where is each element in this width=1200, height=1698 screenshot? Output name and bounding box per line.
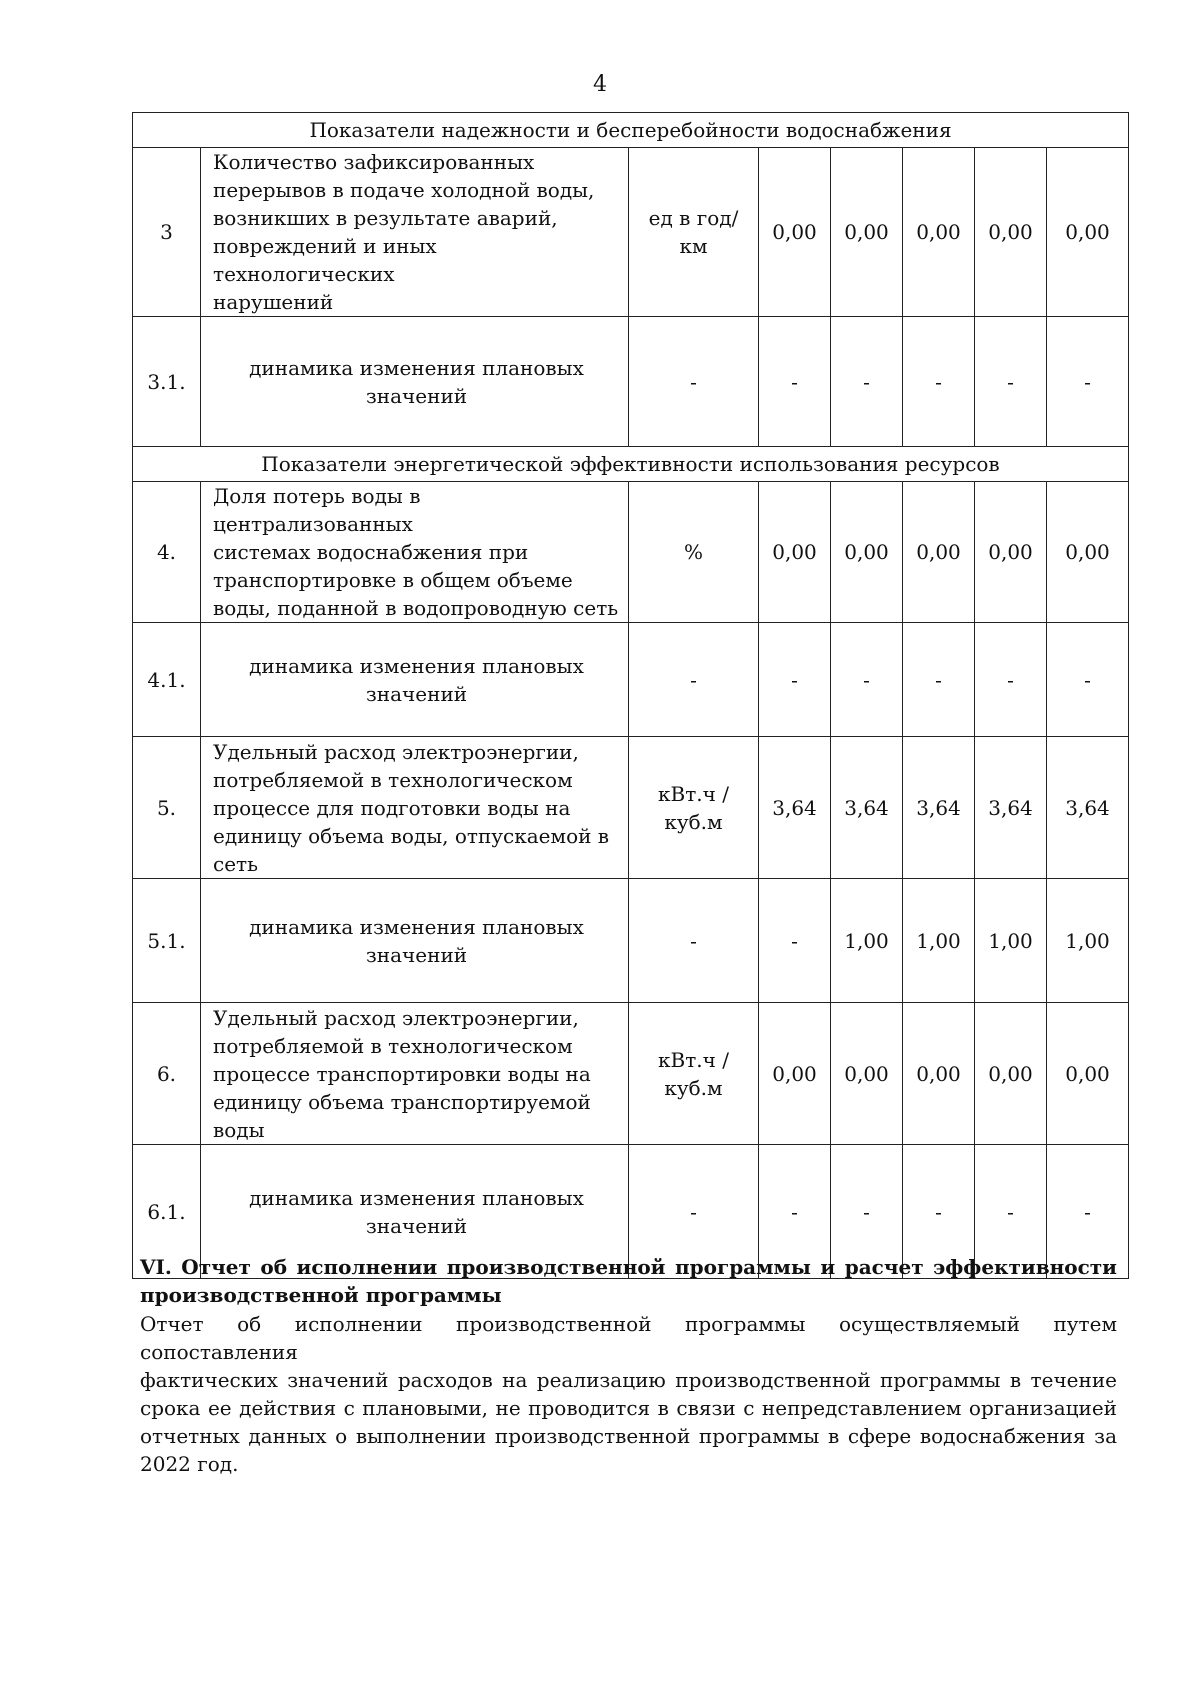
value-cell: 0,00 [759, 148, 831, 317]
row-number: 5.1. [133, 879, 201, 1003]
value-cell: - [759, 1145, 831, 1279]
row-number: 6. [133, 1003, 201, 1145]
section-vi-title-line: VI. Отчет об исполнении производственной программы и расчет эффективности [140, 1255, 1117, 1279]
table-row [133, 879, 1129, 1003]
indicator-description: динамика изменения плановых значений [201, 317, 629, 447]
value-cell: 3,64 [759, 737, 831, 879]
table-row [133, 623, 1129, 737]
value-cell: 0,00 [903, 482, 975, 623]
paragraph-line: 2022 год. [140, 1452, 239, 1476]
indicator-description: Количество зафиксированных перерывов в подаче холодной воды, возникших в результате аварий, повреждений и иных технологических нарушений [201, 148, 629, 317]
section-vi-title [140, 1253, 1117, 1309]
table-row [133, 148, 1129, 317]
row-number: 3 [133, 148, 201, 317]
unit-cell: - [629, 623, 759, 737]
row-number: 4.1. [133, 623, 201, 737]
paragraph-line: отчетных данных о выполнении производственной программы в сфере водоснабжения за [140, 1424, 1117, 1448]
indicator-description: динамика изменения плановых значений [201, 879, 629, 1003]
value-cell: - [903, 623, 975, 737]
row-number: 6.1. [133, 1145, 201, 1279]
indicators-table [132, 112, 1129, 1279]
row-number: 5. [133, 737, 201, 879]
indicator-description: динамика изменения плановых значений [201, 1145, 629, 1279]
value-cell: 1,00 [975, 879, 1047, 1003]
value-cell: 0,00 [903, 148, 975, 317]
row-number: 4. [133, 482, 201, 623]
table-row [133, 317, 1129, 447]
unit-cell: - [629, 1145, 759, 1279]
value-cell: 0,00 [831, 482, 903, 623]
value-cell: 3,64 [903, 737, 975, 879]
value-cell: 1,00 [903, 879, 975, 1003]
value-cell: 0,00 [975, 148, 1047, 317]
value-cell: 0,00 [1047, 1003, 1129, 1145]
table-row [133, 482, 1129, 623]
value-cell: 0,00 [831, 1003, 903, 1145]
value-cell: - [759, 879, 831, 1003]
value-cell: - [1047, 623, 1129, 737]
unit-cell: - [629, 317, 759, 447]
indicator-description: Доля потерь воды в централизованных системах водоснабжения при транспортировке в общем объеме воды, поданной в водопроводную сеть [201, 482, 629, 623]
value-cell: 0,00 [831, 148, 903, 317]
value-cell: 3,64 [975, 737, 1047, 879]
section-header-energy: Показатели энергетической эффективности использования ресурсов [133, 447, 1129, 482]
value-cell: - [975, 1145, 1047, 1279]
value-cell: - [759, 317, 831, 447]
table-row [133, 737, 1129, 879]
value-cell: 0,00 [759, 1003, 831, 1145]
unit-cell: кВт.ч / куб.м [629, 737, 759, 879]
value-cell: - [975, 623, 1047, 737]
section-header-row [133, 447, 1129, 482]
value-cell: 0,00 [903, 1003, 975, 1145]
indicator-description: динамика изменения плановых значений [201, 623, 629, 737]
paragraph-line: фактических значений расходов на реализацию производственной программы в течение [140, 1368, 1117, 1392]
value-cell: - [831, 317, 903, 447]
table-row [133, 1003, 1129, 1145]
value-cell: 0,00 [1047, 482, 1129, 623]
unit-cell: кВт.ч / куб.м [629, 1003, 759, 1145]
value-cell: 0,00 [975, 482, 1047, 623]
value-cell: 0,00 [975, 1003, 1047, 1145]
unit-cell: ед в год/ км [629, 148, 759, 317]
value-cell: 3,64 [1047, 737, 1129, 879]
value-cell: - [975, 317, 1047, 447]
value-cell: 0,00 [1047, 148, 1129, 317]
section-vi-title-line: производственной программы [140, 1283, 502, 1307]
value-cell: 0,00 [759, 482, 831, 623]
value-cell: 1,00 [1047, 879, 1129, 1003]
paragraph-line: Отчет об исполнении производственной программы осуществляемый путем сопоставления [140, 1312, 1117, 1364]
paragraph-line: срока ее действия с плановыми, не проводится в связи с непредставлением организацией [140, 1396, 1117, 1420]
section-header-reliability: Показатели надежности и бесперебойности водоснабжения [133, 113, 1129, 148]
value-cell: 3,64 [831, 737, 903, 879]
indicator-description: Удельный расход электроэнергии, потребляемой в технологическом процессе транспортировки воды на единицу объема транспортируемой воды [201, 1003, 629, 1145]
section-vi-paragraph [140, 1310, 1117, 1478]
value-cell: - [831, 1145, 903, 1279]
value-cell: - [759, 623, 831, 737]
value-cell: - [903, 317, 975, 447]
value-cell: - [903, 1145, 975, 1279]
page-number: 4 [593, 72, 607, 97]
indicator-description: Удельный расход электроэнергии, потребляемой в технологическом процессе для подготовки воды на единицу объема воды, отпускаемой в сеть [201, 737, 629, 879]
row-number: 3.1. [133, 317, 201, 447]
section-header-row [133, 113, 1129, 148]
unit-cell: - [629, 879, 759, 1003]
value-cell: 1,00 [831, 879, 903, 1003]
value-cell: - [831, 623, 903, 737]
value-cell: - [1047, 1145, 1129, 1279]
unit-cell: % [629, 482, 759, 623]
value-cell: - [1047, 317, 1129, 447]
